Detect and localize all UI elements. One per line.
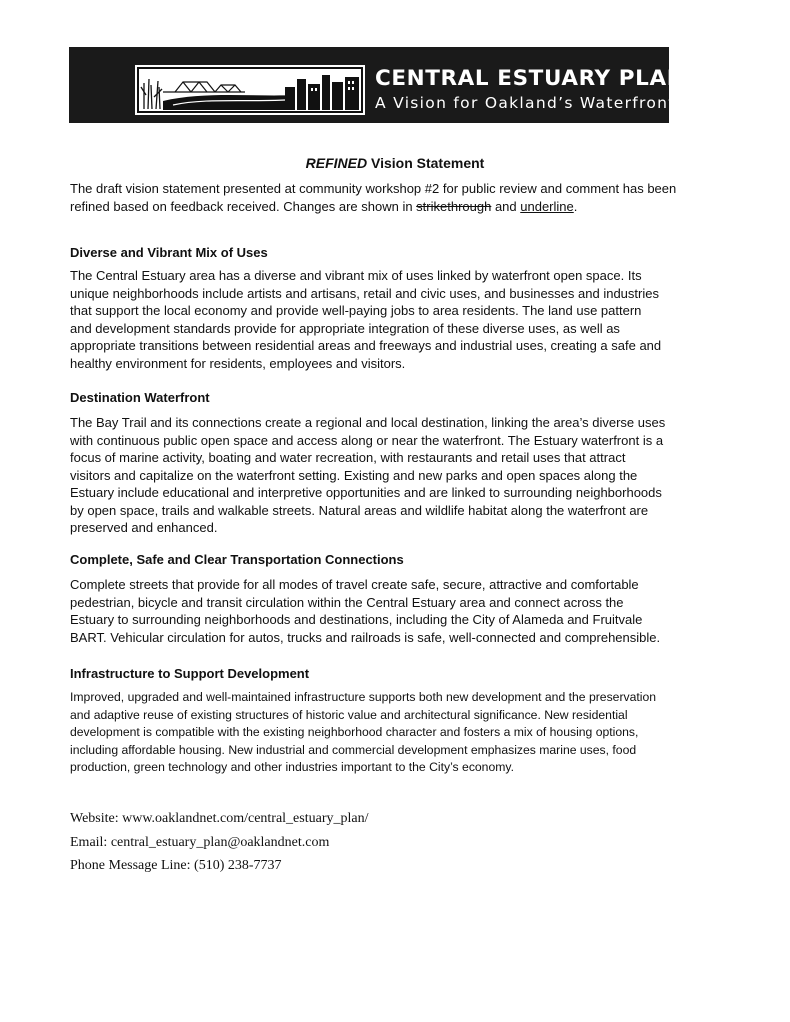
body-line: pedestrian, bicycle and transit circulation within the Central Estuary area and connect across the [70, 594, 624, 610]
section-title: Infrastructure to Support Development [70, 666, 310, 681]
contact-block [70, 807, 368, 878]
body-line: with continuous public open space and access along or near the waterfront. The Estuary waterfront is a [70, 432, 664, 448]
body-line: production, green technology and other industries important to the City’s economy. [70, 760, 514, 774]
section-body [70, 267, 738, 372]
body-line: that support the local economy and provide well-paying jobs to area residents. The land use pattern [70, 303, 642, 318]
brand-title: CENTRAL ESTUARY PLAN [375, 66, 686, 91]
intro-line-2-start: refined based on feedback received. Changes are shown in [70, 198, 417, 214]
body-line: Estuary to surrounding neighborhoods and destinations, including the City of Alameda and Fruitvale [70, 612, 643, 627]
title-rest: Vision Statement [367, 155, 485, 171]
body-line: preserved and enhanced. [70, 520, 218, 535]
body-line: Improved, upgraded and well-maintained infrastructure supports both new development and the preservation [70, 690, 657, 704]
page-title [0, 155, 790, 171]
section-title: Diverse and Vibrant Mix of Uses [70, 245, 268, 260]
bridge-waterfront-skyline-logo-icon [135, 65, 365, 115]
section-title: Destination Waterfront [70, 390, 210, 405]
section-body [70, 576, 738, 646]
intro-middle: and [491, 198, 521, 214]
header-banner [69, 47, 686, 123]
body-line: and adaptive reuse of existing structures of historic value and architectural significance. New residential [70, 707, 628, 722]
body-line: appropriate transitions between residential areas and freeways and industrial uses, creating a safe and [70, 338, 662, 353]
body-line: unique neighborhoods include artists and artisans, retail and civic uses, and businesses and industries [70, 285, 659, 301]
body-line: development is compatible with the existing neighborhood character and fosters a mix of housing options, [70, 725, 639, 739]
phone-line: Phone Message Line: (510) 238-7737 [70, 858, 282, 873]
website-line: Website: www.oaklandnet.com/central_estuary_plan/ [70, 811, 369, 826]
body-line: focus of marine activity, boating and water recreation, with restaurants and retail uses that attract [70, 450, 626, 465]
intro-end: . [573, 198, 578, 214]
intro-line-1: The draft vision statement presented at community workshop #2 for public review and comment has been [70, 181, 677, 196]
section-body [70, 414, 738, 537]
body-line: Complete streets that provide for all modes of travel create safe, secure, attractive and comfortable [70, 577, 639, 592]
intro-paragraph [70, 180, 738, 215]
body-line: and development standards provide for appropriate integration of these diverse uses, as well as [70, 320, 620, 336]
body-line: visitors and capitalize on the waterfront setting. Existing and new parks and open spaces along the [70, 467, 638, 483]
section-title: Complete, Safe and Clear Transportation Connections [70, 552, 404, 567]
underline-example: underline [520, 198, 574, 214]
body-line: The Central Estuary area has a diverse and vibrant mix of uses linked by waterfront open space. Its [70, 268, 642, 283]
title-emphasis: REFINED [305, 155, 368, 171]
body-line: including affordable housing. New industrial and commercial development emphasizes marine uses, food [70, 742, 637, 757]
section-body [70, 689, 738, 777]
brand-subtitle: A Vision for Oakland’s Waterfront [375, 94, 676, 112]
body-line: by open space, trails and walkable streets. Natural areas and wildlife habitat along the waterfront are [70, 502, 649, 518]
strikethrough-example: strikethrough [416, 198, 492, 214]
body-line: BART. Vehicular circulation for autos, trucks and railroads is safe, well-connected and comprehensible. [70, 629, 661, 645]
body-line: The Bay Trail and its connections create a regional and local destination, linking the area’s diverse uses [70, 415, 666, 430]
email-line: Email: central_estuary_plan@oaklandnet.com [70, 834, 330, 850]
body-line: healthy environment for residents, employees and visitors. [70, 355, 406, 371]
body-line: Estuary include educational and interpretive opportunities and are linked to surrounding neighborhoods [70, 485, 662, 500]
